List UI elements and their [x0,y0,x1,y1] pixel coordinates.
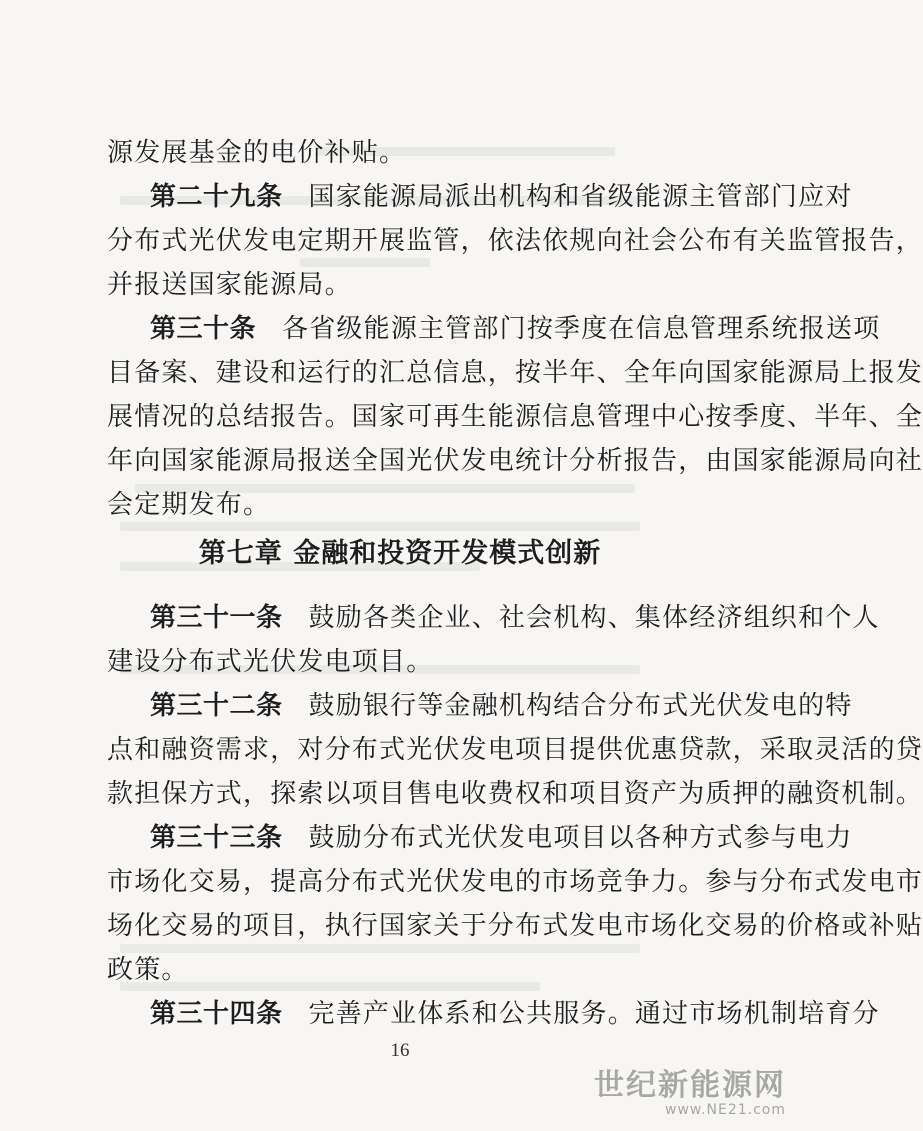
article-number: 第三十三条 [150,823,283,853]
text-line: 场化交易的项目，执行国家关于分布式发电市场化交易的价格或补贴 [107,911,923,941]
watermark-title: 世纪新能源网 [594,1068,786,1103]
bleed-through-mark [120,944,640,953]
site-watermark [594,1070,786,1118]
article-32-first-line [150,691,853,721]
article-number: 第三十四条 [150,999,283,1029]
article-29-first-line [150,182,853,212]
text-line: 鼓励银行等金融机构结合分布式光伏发电的特 [308,691,853,721]
article-number: 第三十二条 [150,691,283,721]
article-33-first-line [150,823,853,853]
text-line: 政策。 [107,955,189,985]
article-34-first-line [150,999,880,1029]
chapter-title: 第七章 金融和投资开发模式创新 [198,538,602,569]
text-line: 国家能源局派出机构和省级能源主管部门应对 [308,182,853,212]
article-number: 第三十一条 [150,603,283,633]
text-line: 点和融资需求，对分布式光伏发电项目提供优惠贷款，采取灵活的贷 [107,735,923,765]
bleed-through-mark [300,258,430,267]
article-number: 第二十九条 [150,182,283,212]
text-line: 并报送国家能源局。 [107,270,352,300]
text-line: 源发展基金的电价补贴。 [107,138,407,168]
page-number: 16 [390,1040,410,1061]
text-line: 展情况的总结报告。国家可再生能源信息管理中心按季度、半年、全 [107,402,923,432]
text-line: 市场化交易，提高分布式光伏发电的市场竞争力。参与分布式发电市 [107,867,923,897]
text-line: 年向国家能源局报送全国光伏发电统计分析报告，由国家能源局向社 [107,446,923,476]
article-30-first-line [150,314,881,344]
text-line: 鼓励分布式光伏发电项目以各种方式参与电力 [308,823,853,853]
text-line: 目备案、建设和运行的汇总信息，按半年、全年向国家能源局上报发 [107,358,923,388]
text-line: 会定期发布。 [107,490,271,520]
article-31-first-line [150,603,880,633]
text-line: 建设分布式光伏发电项目。 [107,647,434,677]
article-number: 第三十条 [150,314,257,344]
text-line: 鼓励各类企业、社会机构、集体经济组织和个人 [308,603,880,633]
text-line: 款担保方式，探索以项目售电收费权和项目资产为质押的融资机制。 [107,779,923,809]
bleed-through-mark [120,522,640,531]
text-line: 各省级能源主管部门按季度在信息管理系统报送项 [282,314,881,344]
text-line: 完善产业体系和公共服务。通过市场机制培育分 [308,999,880,1029]
watermark-url: www.NE21.com [665,1102,786,1118]
text-line: 分布式光伏发电定期开展监管，依法依规向社会公布有关监管报告， [107,226,923,256]
